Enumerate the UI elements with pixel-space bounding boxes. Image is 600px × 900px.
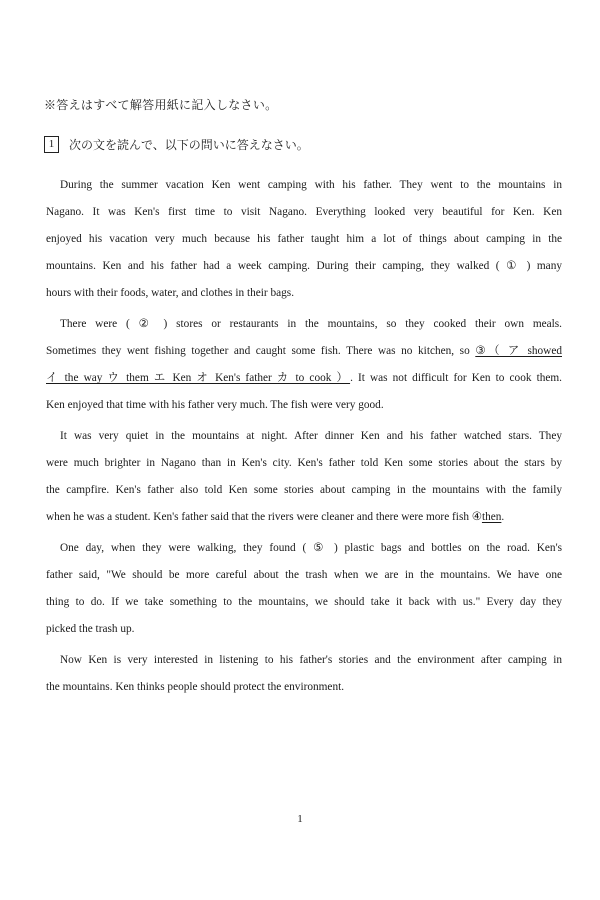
- line-text: Now Ken is very interested in listening to his father's stories and the environment after camping in: [60, 654, 562, 666]
- question-number-box: 1: [44, 136, 59, 153]
- passage-line: [46, 647, 562, 674]
- line-text: picked the trash up.: [46, 623, 135, 635]
- line-text: father said, "We should be more careful about the trash when we are in the mountains. We have one: [46, 569, 562, 581]
- line-text: It was very quiet in the mountains at night. After dinner Ken and his father watched stars. They: [60, 430, 562, 442]
- line-text: enjoyed his vacation very much because his father taught him a lot of things about camping in the: [46, 233, 562, 245]
- line-text: thing to do. If we take something to the mountains, we should take it back with us." Every day they: [46, 596, 562, 608]
- passage-line: [46, 477, 562, 504]
- passage-line: [46, 253, 562, 280]
- page-number: 1: [297, 813, 303, 825]
- line-text: . It was not difficult for Ken to cook them.: [350, 372, 562, 384]
- line-text: During the summer vacation Ken went camping with his father. They went to the mountains in: [60, 179, 562, 191]
- line-text: mountains. Ken and his father had a week camping. During their camping, they walked ( ① ) many: [46, 260, 562, 272]
- passage-line: [46, 365, 562, 392]
- passage-line: [46, 616, 562, 643]
- question-instruction: 次の文を読んで、以下の問いに答えなさい。: [69, 138, 309, 152]
- passage-line: [46, 311, 562, 338]
- passage-line: [46, 172, 562, 199]
- reading-passage: [46, 172, 562, 701]
- line-text: There were ( ② ) stores or restaurants in the mountains, so they cooked their own meals.: [60, 318, 562, 330]
- line-text: Sometimes they went fishing together and caught some fish. There was no kitchen, so: [46, 345, 476, 357]
- passage-line: [46, 589, 562, 616]
- line-text: the mountains. Ken thinks people should protect the environment.: [46, 681, 345, 693]
- passage-line: [46, 392, 562, 419]
- line-text: the campfire. Ken's father also told Ken some stories about camping in the mountains with the family: [46, 484, 562, 496]
- line-text: One day, when they were walking, they found ( ⑤ ) plastic bags and bottles on the road. Ken's: [60, 542, 562, 554]
- instruction-note: ※答えはすべて解答用紙に記入しなさい。: [44, 98, 278, 112]
- passage-line: [46, 535, 562, 562]
- passage-line: [46, 226, 562, 253]
- passage-line: [46, 280, 562, 307]
- underlined-text: ③（ ア showed: [475, 345, 562, 357]
- underlined-text: イ the way ウ them エ Ken オ Ken's father カ to cook ）: [46, 372, 351, 384]
- passage-line: [46, 562, 562, 589]
- line-text: Nagano. It was Ken's first time to visit Nagano. Everything looked very beautiful for Ken. Ken: [46, 206, 562, 218]
- line-text: Ken enjoyed that time with his father very much. The fish were very good.: [46, 399, 384, 411]
- passage-line: [46, 338, 562, 365]
- passage-line: [46, 423, 562, 450]
- passage-line: [46, 504, 562, 531]
- passage-line: [46, 450, 562, 477]
- line-text: when he was a student. Ken's father said that the rivers were cleaner and there were more fish ④: [46, 511, 482, 523]
- line-text: hours with their foods, water, and clothes in their bags.: [46, 287, 295, 299]
- passage-line: [46, 199, 562, 226]
- line-text: were much brighter in Nagano than in Ken's city. Ken's father told Ken some stories about the stars by: [46, 457, 562, 469]
- underlined-text: then: [481, 511, 502, 523]
- line-text: .: [501, 511, 505, 523]
- passage-line: [46, 674, 562, 701]
- question-header: [44, 136, 309, 153]
